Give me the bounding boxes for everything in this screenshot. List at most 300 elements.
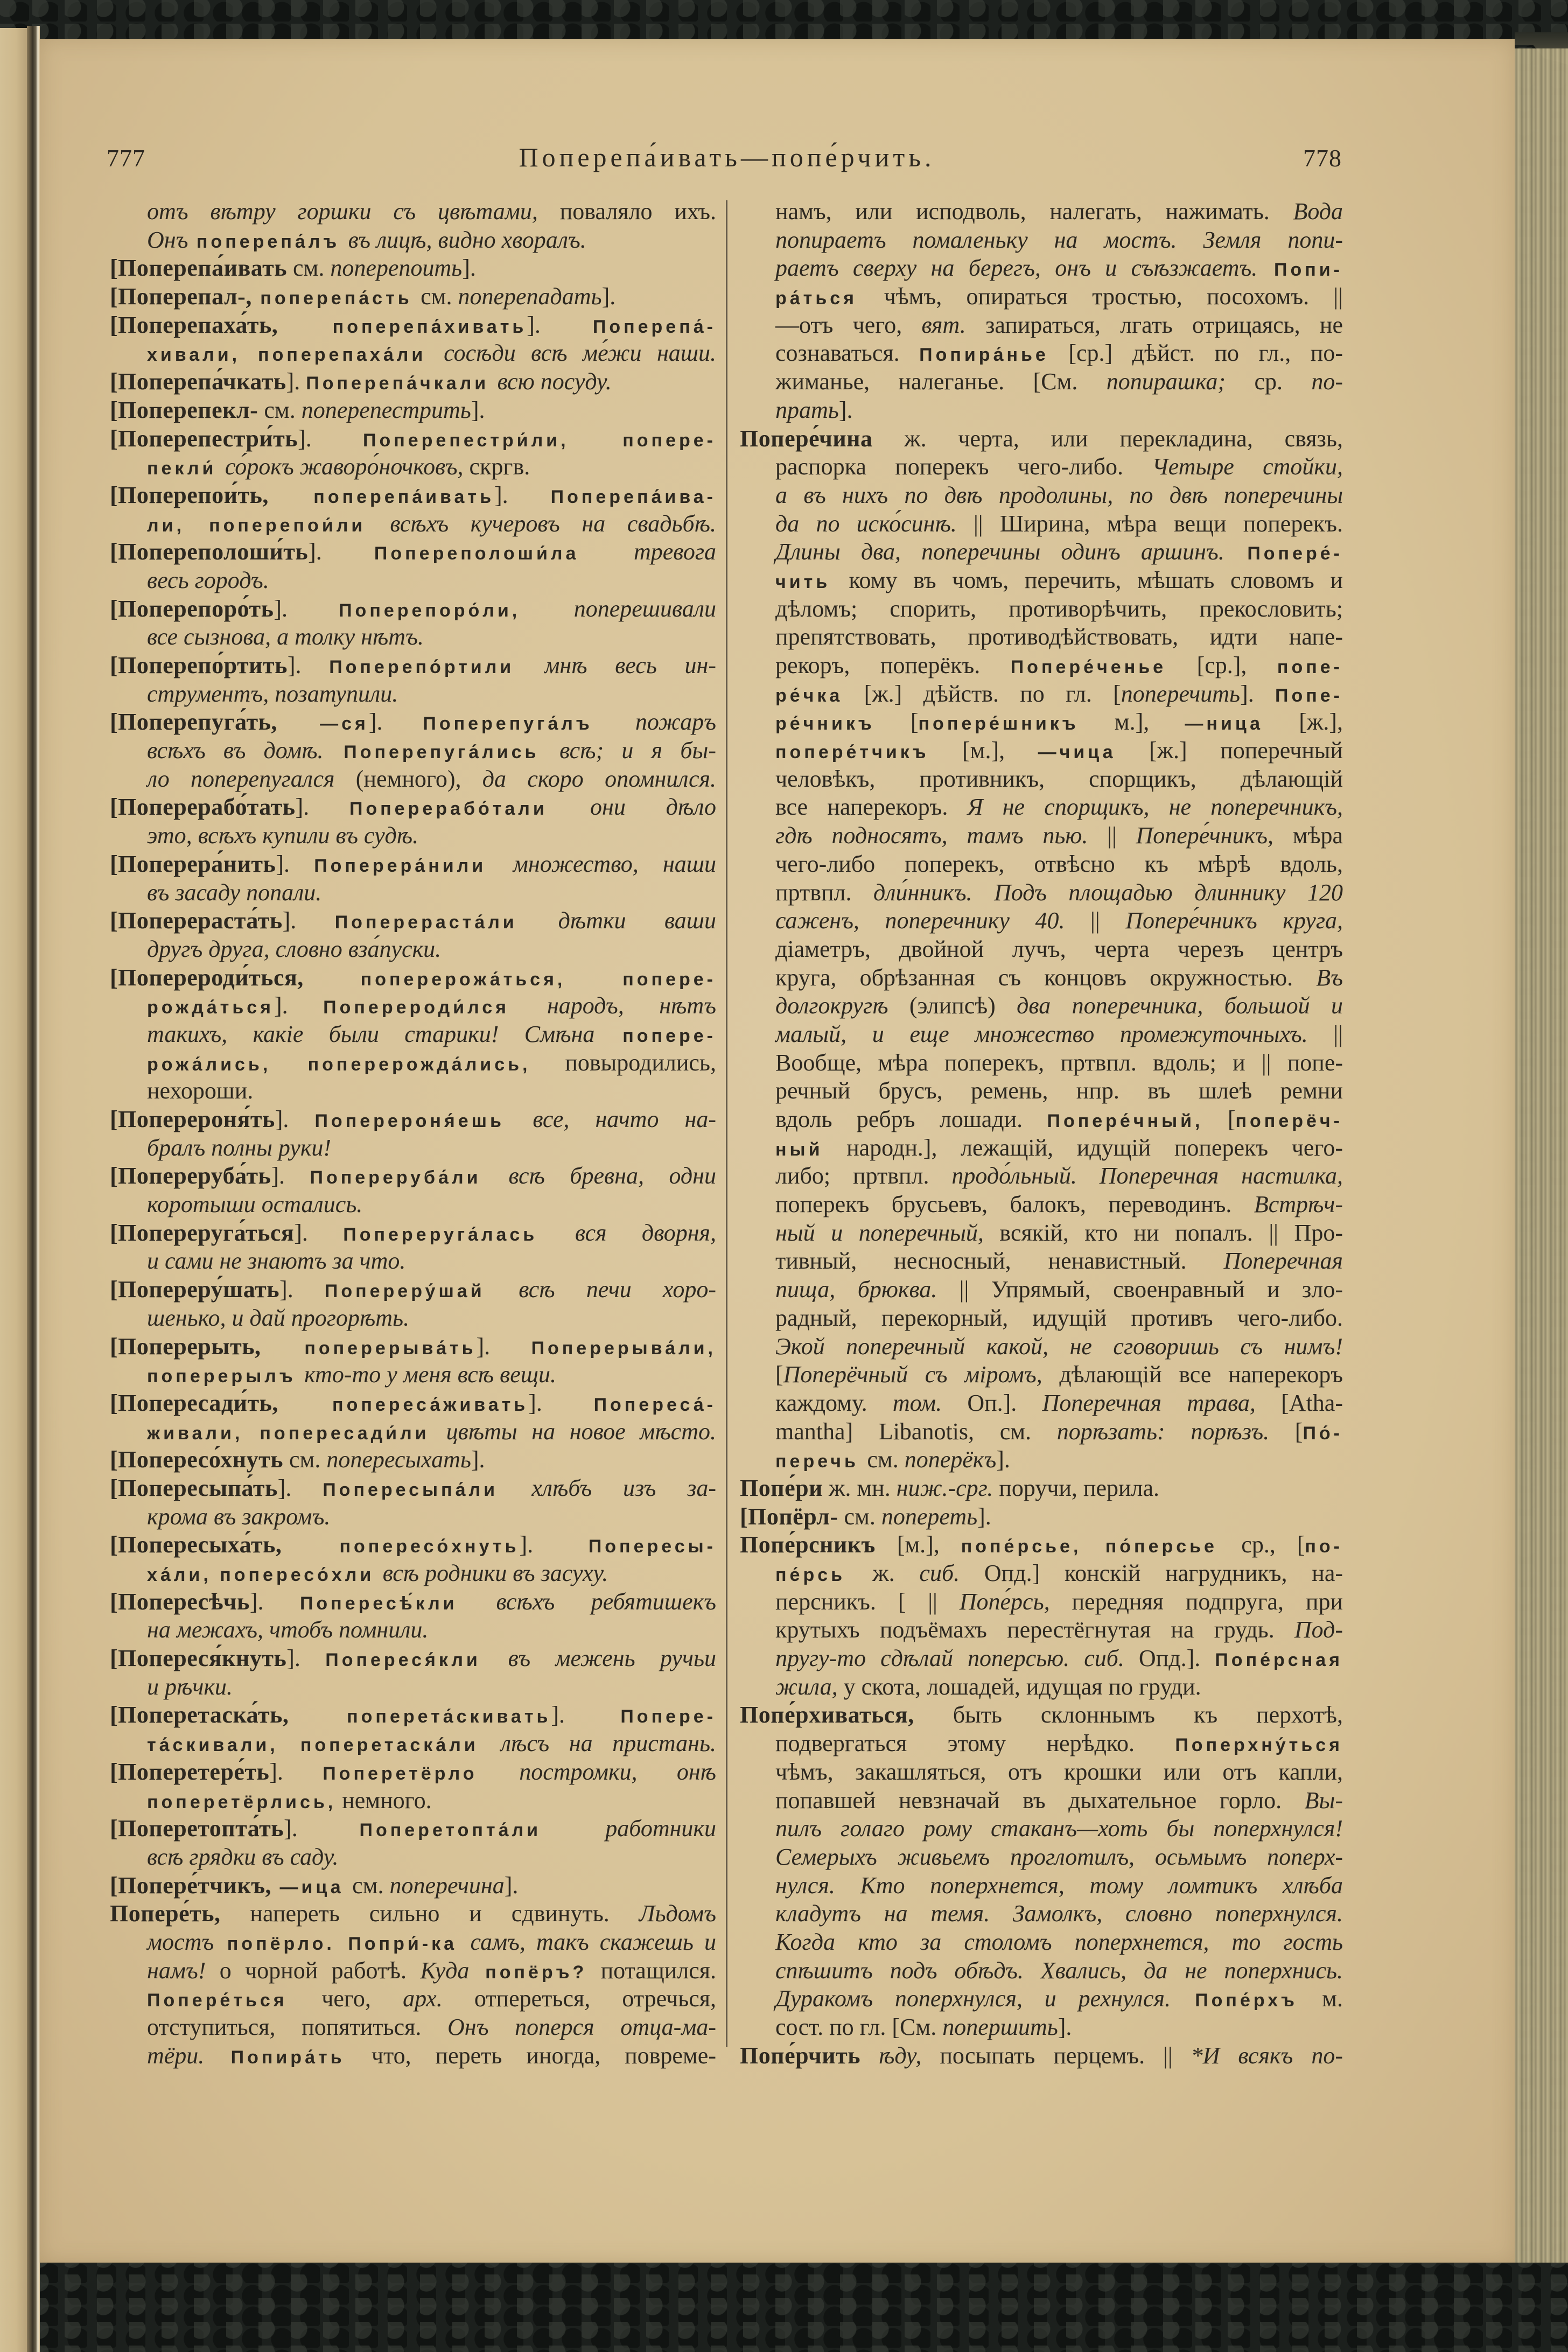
example-italic: всѣ грядки въ саду. [147,1843,339,1870]
example-italic: все сызнова, а толку нѣтъ. [147,624,424,650]
example-italic: попересыхать [326,1446,471,1473]
definition-text: ]. [284,1815,360,1842]
text-line [740,1559,1343,1588]
example-italic: спѣшитъ подъ обѣдъ. Хвались, да не поперхнись. [775,1957,1343,1984]
example-italic: всѣ; и я бы- [559,737,716,764]
definition-text: немного. [336,1787,432,1814]
text-line [110,339,716,368]
definition-text: см. [283,1446,327,1473]
headword: [Попереруга́ться [110,1219,295,1246]
text-line [740,1843,1343,1872]
entry-start-line [110,254,716,283]
definition-text: [ [1203,1106,1236,1132]
text-line [740,1077,1343,1105]
definition-text: пртвпл. [775,879,874,906]
text-line [740,1191,1343,1219]
text-line [740,1787,1343,1815]
definition-text: [м.], [929,737,1038,764]
text-line [740,510,1343,538]
derived-form: Попи- [1257,260,1343,281]
entry-start-line [110,1900,716,1928]
example-italic: Четыре стойки, [1152,453,1343,480]
headword: [Поперетере́ть [110,1758,270,1785]
text-line [740,879,1343,907]
text-line [110,510,716,538]
example-italic: Попе́рсь, [959,1588,1050,1615]
text-line [740,765,1343,794]
running-title: Поперепа́ивать—попе́рчить. [519,142,935,172]
example-italic: поперечина [389,1872,505,1899]
text-line [740,339,1343,368]
derived-form: Поперера́нили [314,855,513,876]
definition-text: || Ширина, мѣра вещи поперекъ. [956,510,1343,537]
derived-form: Поперепуга́лъ [423,713,635,734]
definition-text: ]. [996,1446,1010,1473]
headword: [Поперепои́ть, [110,481,269,508]
definition-text: человѣкъ, противникъ, спорщикъ, дѣлающiй [775,765,1343,792]
definition-text: ]. [274,595,339,622]
example-italic: Льдомъ [639,1900,716,1927]
text-line [110,1985,716,2013]
example-italic: тёри. [147,2042,205,2069]
example-italic: попираетъ помаленьку на мостъ. Земля попи- [775,226,1343,253]
example-italic: сиб. [919,1560,960,1586]
text-line [740,1985,1343,2013]
definition-text: персникъ. [ || [775,1588,960,1615]
text-line [740,623,1343,652]
definition-text: ]. [298,425,363,452]
text-line [740,708,1343,737]
example-italic: кто-то у меня всѣ вещи. [304,1361,556,1388]
text-line [740,198,1343,226]
definition-text: см. [258,396,302,423]
derived-form: Попе́рхъ [1170,1990,1322,2011]
example-italic: Вы- [1304,1787,1343,1814]
page-number-left: 777 [107,144,145,172]
example-italic: ниж.-срг. [896,1474,993,1501]
example-italic: сосѣди всѣ ме́жи наши. [444,340,716,367]
page-block-edge [1515,48,1568,2263]
definition-text: [ср.], [1166,652,1277,678]
definition-text: нехороши. [147,1077,254,1104]
text-line [110,2013,716,2042]
derived-form: попёрло. Попри́-ка [214,1933,471,1954]
definition-text: ]. [527,311,593,338]
example-italic: малый, и еще множество промежуточныхъ. [775,1020,1308,1047]
definition-text: чего, [321,1985,403,2012]
example-italic: всю посуду. [497,368,612,395]
text-line [740,1276,1343,1304]
text-line [740,1957,1343,1985]
derived-form: поперепа́сть [251,288,421,309]
derived-form: Попереруга́лась [343,1224,576,1245]
derived-form: Попе- [1275,685,1343,706]
definition-text: ]. [368,709,423,736]
derived-form: Попе́рсная [1215,1650,1343,1671]
entry-start-line [110,1872,716,1900]
definition-text: рекоръ, поперёкъ. [775,652,1011,678]
text-line [740,1872,1343,1900]
definition-text: о чорной работѣ. [206,1957,421,1984]
definition-text: дѣломъ; спорить, противорѣчить, прекословить; [775,595,1343,622]
example-italic: арх. [403,1985,443,2012]
definition-text: потащился. [587,1957,716,1984]
example-italic: Онъ [147,226,188,253]
definition-text: отступиться, попятиться. [147,2014,448,2040]
headword: [Поперепа́чкать [110,368,286,395]
example-italic: бралъ полны руки! [147,1134,332,1161]
headword: [Поперепуга́ть, [110,709,277,736]
example-italic: въ лицѣ, видно хворалъ. [348,226,586,253]
example-italic: въ межень ручьи [508,1645,717,1672]
derived-form: перечь [775,1451,867,1472]
text-line [740,1418,1343,1446]
definition-text: ]. [1240,680,1276,707]
entry-start-line [110,1474,716,1503]
definition-text: [ [775,1361,783,1388]
example-italic: два поперечника, большой и [1017,992,1343,1019]
text-line [110,198,716,226]
example-italic: вся дворня, [575,1219,716,1246]
definition-text: см. [352,1872,390,1899]
derived-form: Попереса́- [593,1394,716,1415]
text-line [110,1503,716,1531]
definition-text: дѣлающiй все наперекоръ [1042,1361,1343,1388]
definition-text: ж. мн. [822,1474,897,1501]
text-line [110,2042,716,2070]
example-italic: вят. [921,311,966,338]
definition-text: ]. [462,255,476,282]
text-line [740,226,1343,255]
definition-text: mantha] Libanotis, см. [775,1418,1057,1445]
derived-form: поперета́скивать [289,1706,551,1727]
definition-text: кому въ чомъ, перечить, мѣшать словомъ и [849,566,1343,593]
definition-text: напереть сильно и сдвинуть. [220,1900,639,1927]
example-italic: работники [605,1815,716,1842]
derived-form: рожда́ться [147,997,274,1018]
example-italic: пожаръ [635,709,716,736]
text-line [740,1247,1343,1276]
example-italic: Въ [1316,964,1343,991]
definition-text: скргв. [463,453,530,480]
example-italic: всѣ печи хоро- [519,1276,717,1303]
text-line [740,283,1343,311]
example-italic: шенько, и дай прогорѣть. [147,1304,410,1331]
text-line [740,680,1343,709]
definition-text: ]. [471,396,485,423]
text-line [740,793,1343,822]
definition-text: ]. [977,1503,991,1530]
example-italic: гдѣ подносятъ, тамъ пью. [775,822,1088,849]
example-italic: поперепоить [330,255,463,282]
example-italic: поперешивали [573,595,716,622]
text-line [740,1588,1343,1616]
text-line [740,652,1343,680]
derived-form: ли, поперепои́ли [147,515,390,536]
definition-text: повыродились, [530,1049,716,1076]
definition-text: —отъ чего, [775,311,922,338]
derived-form: Поперерыва́ли, [531,1338,717,1359]
example-italic: тревога [634,538,716,565]
text-line [740,907,1343,935]
text-line [740,1644,1343,1673]
definition-text: ]. [274,992,324,1019]
text-line [110,226,716,255]
example-italic: всѣхъ ребятишекъ [496,1588,717,1615]
entry-start-line [110,1105,716,1134]
definition-text: [ [1269,1418,1303,1445]
entry-start-line [110,538,716,566]
definition-text: сознаваться. [775,340,920,367]
headword: Попере́чина [740,425,873,452]
text-line [110,737,716,765]
text-line [740,1815,1343,1843]
definition-text: вдоль ребръ лошади. [775,1106,1047,1132]
entry-start-line [110,1333,716,1361]
entry-start-line [110,1644,716,1673]
example-italic: поперепадать [458,283,602,310]
headword: [Попереся́кнуть [110,1645,287,1672]
text-line [740,1928,1343,1957]
definition-text: передняя подпруга, при [1049,1588,1343,1615]
derived-form: ный [775,1139,823,1160]
example-italic: Длины два, поперечины одинъ аршинъ. [775,538,1224,565]
example-italic: лѣсъ на пристань. [500,1730,716,1757]
example-italic: на межахъ, чтобъ помнили. [147,1616,429,1643]
text-line [110,623,716,652]
derived-form: ре́чка [775,685,843,706]
entry-start-line [110,708,716,737]
column-divider [726,200,727,2047]
entry-start-line [110,368,716,396]
derived-form: ха́ли, попересо́хли [147,1565,383,1585]
definition-text: препятствовать, противодѣйствовать, идти напе- [775,624,1343,650]
text-line [110,1077,716,1105]
derived-form: поперепа́ивать [268,486,494,507]
definition-text: распорка поперекъ чего-либо. [775,453,1152,480]
headword: [Поперероня́ть [110,1106,275,1132]
derived-form: Попере́ченье [1010,657,1167,677]
definition-text: намъ, или исподволь, налегать, нажимать. [775,198,1293,225]
example-italic: мнѣ весь ин- [544,652,716,678]
example-italic: Экой поперечный какой, не сговоришь съ нимъ! [775,1333,1343,1360]
definition-text: Оп.]. [942,1389,1042,1416]
example-italic: самъ, такъ скажешь и [470,1928,716,1955]
entry-start-line [740,1701,1343,1730]
text-line [110,1843,716,1872]
definition-text: быть склоннымъ къ перхотѣ, [914,1702,1343,1728]
definition-text: у скота, лошадей, идущая по груди. [837,1673,1201,1700]
right-column [740,198,1343,2070]
text-line [740,1304,1343,1333]
headword: [Попересыпа́ть [110,1474,278,1501]
example-italic: жила, [775,1673,838,1700]
example-italic: струментъ, позатупили. [147,680,398,707]
headword: [Поперетаска́ть, [110,1702,289,1728]
text-line [740,1616,1343,1644]
definition-text: ]. [551,1702,621,1728]
definition-text: ]. [519,1531,589,1558]
derived-form: попере- [594,1025,717,1046]
example-italic: поперепестрить [301,396,471,423]
example-italic: и рѣчки. [147,1673,233,1700]
definition-text: ]. [277,1474,323,1501]
text-line [740,1758,1343,1787]
definition-text: ]. [601,283,616,310]
example-italic: попершить [942,2014,1058,2040]
entry-start-line [110,1758,716,1787]
entry-start-line [110,1446,716,1474]
headword: Попе́рчить [740,2042,861,2069]
text-line [740,311,1343,340]
entry-start-line [110,1162,716,1191]
text-line [110,566,716,595]
text-line [740,2013,1343,2042]
derived-form: по- [1305,1536,1343,1557]
text-line [740,368,1343,396]
definition-text: ]. [279,1276,325,1303]
example-italic: попереть [881,1503,978,1530]
entry-start-line [110,595,716,624]
derived-form: хивали, поперепаха́ли [147,345,444,366]
text-line [110,1191,716,1219]
definition-text: [ср.] дѣйст. по гл., по- [1048,340,1343,367]
entry-start-line [110,396,716,425]
derived-form: —ница [1185,713,1264,734]
headword: Попе́рсникъ [740,1531,876,1558]
definition-text: м.], [1079,709,1185,736]
text-line [740,481,1343,510]
definition-text: [ж.] поперечный [1116,737,1343,764]
headword: [Поперепаха́ть, [110,311,278,338]
definition-text: ]. [286,368,306,395]
headword: [Попересо́хнуть [110,1446,283,1473]
derived-form: поперетёрлись, [147,1791,337,1812]
headword: Попере́ть, [110,1900,221,1927]
example-italic: раетъ сверху на берегъ, онъ и съѣзжаетъ. [775,255,1258,282]
example-italic: со́рокъ жаворо́ночковъ, [225,453,464,480]
text-line [110,1304,716,1333]
definition-text: ]. [286,1645,326,1672]
derived-form: Попереруба́ли [310,1167,509,1188]
entry-start-line [740,425,1343,453]
entry-start-line [740,1474,1343,1503]
text-line [740,538,1343,566]
derived-form: ре́чникъ [775,713,875,734]
example-italic: Куда [420,1957,470,1984]
definition-text: ]. [295,794,349,821]
definition-text: [ж.], [1263,709,1343,736]
example-italic: хлѣбъ изъ за- [531,1474,717,1501]
text-line [110,1134,716,1163]
definition-text: ]. [282,907,335,934]
entry-start-line [110,481,716,510]
derived-form: Поперепа́ива- [550,486,717,507]
definition-text: ]. [271,1163,310,1189]
derived-form: —ица [271,1877,353,1898]
example-italic: другъ друга, словно вза́пуски. [147,935,442,962]
derived-form: —чица [1038,742,1116,763]
derived-form: Попира́ть [204,2047,372,2068]
derived-form: поперерожа́ться, попере- [303,969,716,990]
text-line [740,1730,1343,1758]
definition-text: круга, обрѣзанная съ концовъ окружностью. [775,964,1317,991]
entry-start-line [110,850,716,879]
derived-form: попере́тчикъ [775,742,929,763]
definition-text: радный, перекорный, идущiй противъ чего-либо. [775,1304,1343,1331]
text-line [740,1446,1343,1474]
example-italic: пругу-то сдѣлай поперсью. сиб. [775,1645,1124,1672]
derived-form: пекли́ [147,458,225,479]
derived-form: По́- [1303,1423,1343,1444]
headword: [Поперепестри́ть [110,425,298,452]
headword: [Поперепекл- [110,396,258,423]
example-italic: прать [775,396,839,423]
definition-text: || Упрямый, своенравный и зло- [937,1276,1343,1303]
headword: [Поперерабо́тать [110,794,296,821]
derived-form: Попереру́шай [324,1281,519,1302]
text-line [110,680,716,709]
derived-form: Попересѣ́кли [299,1593,496,1614]
text-line [110,1020,716,1049]
example-italic: народъ, нѣтъ [547,992,717,1019]
definition-text: ]. [294,1219,344,1246]
book-gutter [27,26,40,2352]
example-italic: Поперечная трава, [1042,1389,1256,1416]
entry-start-line [110,1701,716,1730]
derived-form: Попира́нье [919,345,1049,366]
entry-start-line [110,425,716,453]
text-line [110,1049,716,1077]
definition-text: запираться, лгать отрицаясь, не [965,311,1343,338]
example-italic: Поперёчный съ мiромъ, [783,1361,1042,1388]
example-italic: коротыши остались. [147,1191,363,1218]
definition-text: поручи, перила. [993,1474,1160,1501]
definition-text: ]. [276,850,314,877]
headword: [Попересыха́ть, [110,1531,282,1558]
definition-text: [м.], [875,1531,961,1558]
text-line [740,396,1343,425]
definition-text: чѣмъ, закашляться, отъ крошки или отъ капли, [775,1758,1343,1785]
definition-text: отпереться, отречься, [442,1985,716,2012]
definition-text: ж. [872,1560,920,1586]
text-line [740,1219,1343,1248]
text-line [110,1418,716,1446]
derived-form: Поперепа́- [592,316,716,337]
definition-text: см. [838,1503,881,1530]
headword: [Поперерыть, [110,1333,261,1360]
text-line [110,1559,716,1588]
derived-form: Поперерабо́тали [349,799,591,820]
example-italic: да по иско́синѣ. [775,510,957,537]
example-italic: все, начто на- [533,1106,716,1132]
example-italic: множество, наши [513,850,716,877]
definition-text: ]. [838,396,853,423]
entry-start-line [740,2042,1343,2070]
definition-text: ]. [308,538,374,565]
text-line [110,1616,716,1644]
definition-text: [ж.] дѣйств. по гл. [ [843,680,1121,707]
example-italic: нулся. Кто поперхнется, тому ломтикъ хлѣба [775,1872,1343,1899]
example-italic: мостъ [147,1928,214,1955]
derived-form: Попере́- [1224,543,1343,564]
derived-form: живали, попересади́ли [147,1423,446,1444]
derived-form: Попересы- [588,1536,716,1557]
derived-form: поперёч- [1235,1111,1343,1131]
definition-text: чего-либо поперекъ, отвѣсно къ мѣрѣ вдоль, [775,850,1343,877]
derived-form: поперерылъ [147,1366,305,1387]
text-line [740,1333,1343,1361]
